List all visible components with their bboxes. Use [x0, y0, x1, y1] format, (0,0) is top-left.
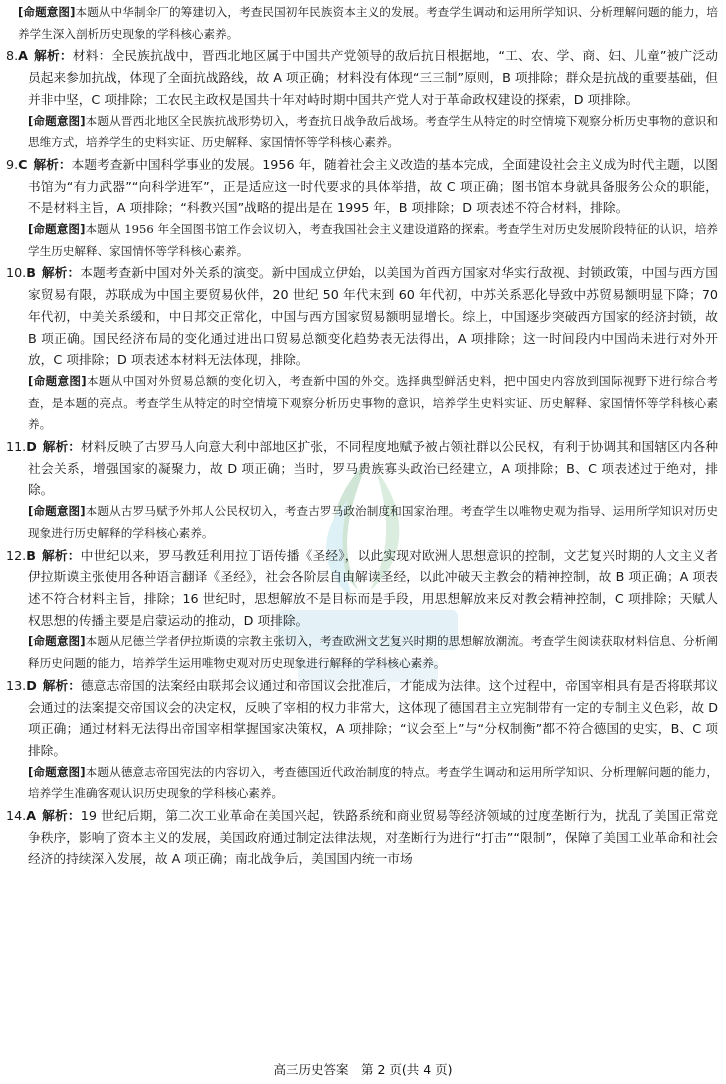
question-number: 14. [6, 808, 27, 824]
question-14-analysis [6, 805, 718, 870]
question-13-analysis [6, 675, 718, 762]
analysis-text: 德意志帝国的法案经由联邦会议通过和帝国议会批准后，才能成为法律。这个过程中，帝国宰相具有是否将联邦议会通过的法案提交帝国议会的决定权，反映了宰相的权力非常大，这体现了德国君主立宪制带有一定的专制主义色彩，故 D 项正确；通过材料无法得出帝国宰相掌握国家决策权，A 项排除；“议会至上”与“分权制衡”都不符合德国的史实，B、C 项排除。 [28, 677, 719, 758]
intent-text: 本题从 1956 年全国图书馆工作会议切入，考查我国社会主义建设道路的探索。考查学生对历史发展阶段特征的认识，培养学生历史解释、家国情怀等学科核心素养。 [28, 222, 718, 258]
answer-letter: C [18, 156, 28, 172]
intent-tag: [命题意图] [18, 5, 76, 19]
question-13-intent [6, 762, 718, 805]
analysis-text: 中世纪以来，罗马教廷利用拉丁语传播《圣经》，以此实现对欧洲人思想意识的控制，文艺复兴时期的人文主义者伊拉斯谟主张使用各种语言翻译《圣经》，社会各阶层自由解读圣经，以此冲破天主教会的精神控制，故 B 项正确；A 项表述不符合材料主旨，排除；16 世纪时，思想解放不是目标而是手段，用思想解放来反对教会精神控制，C 项排除；天赋人权思想的传播主要是启蒙运动的推动，D 项排除。 [28, 547, 718, 628]
question-number: 8. [6, 48, 19, 64]
intent-tag: [命题意图] [28, 373, 87, 388]
question-number: 10. [6, 265, 27, 281]
question-12-intent [6, 631, 718, 674]
intent-text: 本题从中国对外贸易总额的变化切入，考查新中国的外交。选择典型鲜活史料，把中国史内容放到国际视野下进行综合考查，是本题的亮点。考查学生从特定的时空情境下观察分析历史事物的意识，培养学生史料实证、历史解释、家国情怀等学科核心素养。 [28, 373, 718, 432]
question-8-intent [6, 111, 718, 154]
question-11-intent [6, 501, 718, 544]
analysis-text: 19 世纪后期，第二次工业革命在美国兴起，铁路系统和商业贸易等经济领域的过度垄断行为，扰乱了美国正常竞争秩序，影响了资本主义的发展，美国政府通过制定法律法规，对垄断行为进行“打击”“限制”，保障了美国工业革命和社会经济的持续深入发展，故 A 项正确；南北战争后，美国国内统一市场 [28, 808, 718, 867]
analysis-text: 本题考查新中国科学事业的发展。1956 年，随着社会主义改造的基本完成，全面建设社会主义成为时代主题，以图书馆为“有力武器”“向科学进军”，正是适应这一时代要求的具体举措，故 C 项正确；图书馆本身就具备服务公众的职能，不是材料主旨，A 项排除；“科教兴国”战略的提出是在 1995 年，B 项排除；D 项表述不符合材料，排除。 [28, 156, 718, 216]
question-10-analysis [6, 262, 718, 371]
analysis-tag: 解析： [41, 265, 81, 281]
answer-letter: B [26, 265, 36, 281]
analysis-text: 材料：全民族抗战中，晋西北地区属于中国共产党领导的敌后抗日根据地，“工、农、学、商、妇、儿童”被广泛动员起来参加抗战，体现了全面抗战路线，故 A 项正确；材料没有体现“三三制”原则，B 项排除；群众是抗战的重要基础，但并非中坚，C 项排除；工农民主政权是国共十年对峙时期中国共产党人对于革命政权建设的探索，D 项排除。 [28, 48, 718, 107]
question-7-intent [6, 2, 718, 45]
question-12 [6, 545, 718, 675]
analysis-tag: 解析： [41, 547, 81, 563]
question-number: 11. [6, 439, 27, 455]
intent-text: 本题从德意志帝国宪法的内容切入，考查德国近代政治制度的特点。考查学生调动和运用所学知识、分析理解问题的能力，培养学生准确客观认识历史现象的学科核心素养。 [28, 764, 718, 801]
analysis-text: 本题考查新中国对外关系的演变。新中国成立伊始，以美国为首西方国家对华实行敌视、封锁政策，中国与西方国家贸易有限，苏联成为中国主要贸易伙伴，20 世纪 50 年代末到 60 年代初，中苏关系恶化导致中苏贸易额明显下降；70 年代初，中美关系缓和，中日邦交正常化，中国与西方国家贸易额明显增长。综上，中国逐步突破西方国家的经济封锁，故 B 项正确。国民经济布局的变化通过进出口贸易总额变化趋势表无法得出，A 项排除；这一时间段内中国尚未进行对外开放，C 项排除；D 项表述本材料无法体现，排除。 [28, 265, 718, 368]
analysis-tag: 解析： [33, 156, 72, 172]
analysis-tag: 解析： [42, 808, 81, 824]
analysis-tag: 解析： [33, 48, 73, 64]
question-8 [6, 45, 718, 154]
question-number: 12. [6, 547, 27, 563]
question-9 [6, 154, 718, 263]
analysis-tag: 解析： [42, 677, 82, 693]
intent-tag: [命题意图] [28, 764, 86, 779]
answer-letter: A [18, 48, 28, 64]
page-footer: 高三历史答案 第 2 页(共 4 页) [273, 1062, 453, 1077]
intent-tag: [命题意图] [28, 222, 86, 237]
question-13 [6, 675, 718, 805]
question-9-analysis [6, 154, 718, 219]
question-12-analysis [6, 545, 718, 632]
question-number: 9. [6, 156, 19, 172]
intent-text: 本题从尼德兰学者伊拉斯谟的宗教主张切入，考查欧洲文艺复兴时期的思想解放潮流。考查学生阅读获取材料信息、分析阐释历史问题的能力，培养学生运用唯物史观对历史现象进行解释的学科核心素养。 [28, 634, 718, 671]
question-9-intent [6, 219, 718, 262]
question-8-analysis [6, 45, 718, 110]
intent-text: 本题从中华制伞厂的筹建切入，考查民国初年民族资本主义的发展。考查学生调动和运用所学知识、分析理解问题的能力，培养学生深入剖析历史现象的学科核心素养。 [18, 5, 718, 41]
answer-letter: D [26, 677, 37, 693]
intent-tag: [命题意图] [28, 634, 86, 649]
question-10-intent [6, 371, 718, 436]
intent-text: 本题从古罗马赋予外邦人公民权切入，考查古罗马政治制度和国家治理。考查学生以唯物史观为指导、运用所学知识对历史现象进行历史解释的学科核心素养。 [28, 504, 718, 540]
question-10 [6, 262, 718, 436]
intent-tag: [命题意图] [28, 113, 86, 128]
answer-letter: A [26, 808, 37, 824]
answer-letter: D [26, 439, 37, 455]
intent-text: 本题从晋西北地区全民族抗战形势切入，考查抗日战争敌后战场。考查学生从特定的时空情境下观察分析历史事物的意识和思维方式，培养学生的史料实证、历史解释、家国情怀等学科核心素养。 [28, 113, 718, 150]
answer-letter: B [26, 547, 36, 563]
analysis-tag: 解析： [42, 439, 82, 455]
question-14 [6, 805, 718, 870]
content-area [6, 2, 718, 870]
intent-tag: [命题意图] [28, 504, 86, 519]
question-11 [6, 436, 718, 545]
question-number: 13. [6, 677, 27, 693]
analysis-text: 材料反映了古罗马人向意大利中部地区扩张，不同程度地赋予被占领社群以公民权，有利于协调其和国辖区内各种社会关系，增强国家的凝聚力，故 D 项正确；当时，罗马贵族寡头政治已经建立，A 项排除；B、C 项表述过于绝对，排除。 [28, 439, 719, 498]
question-11-analysis [6, 436, 718, 501]
